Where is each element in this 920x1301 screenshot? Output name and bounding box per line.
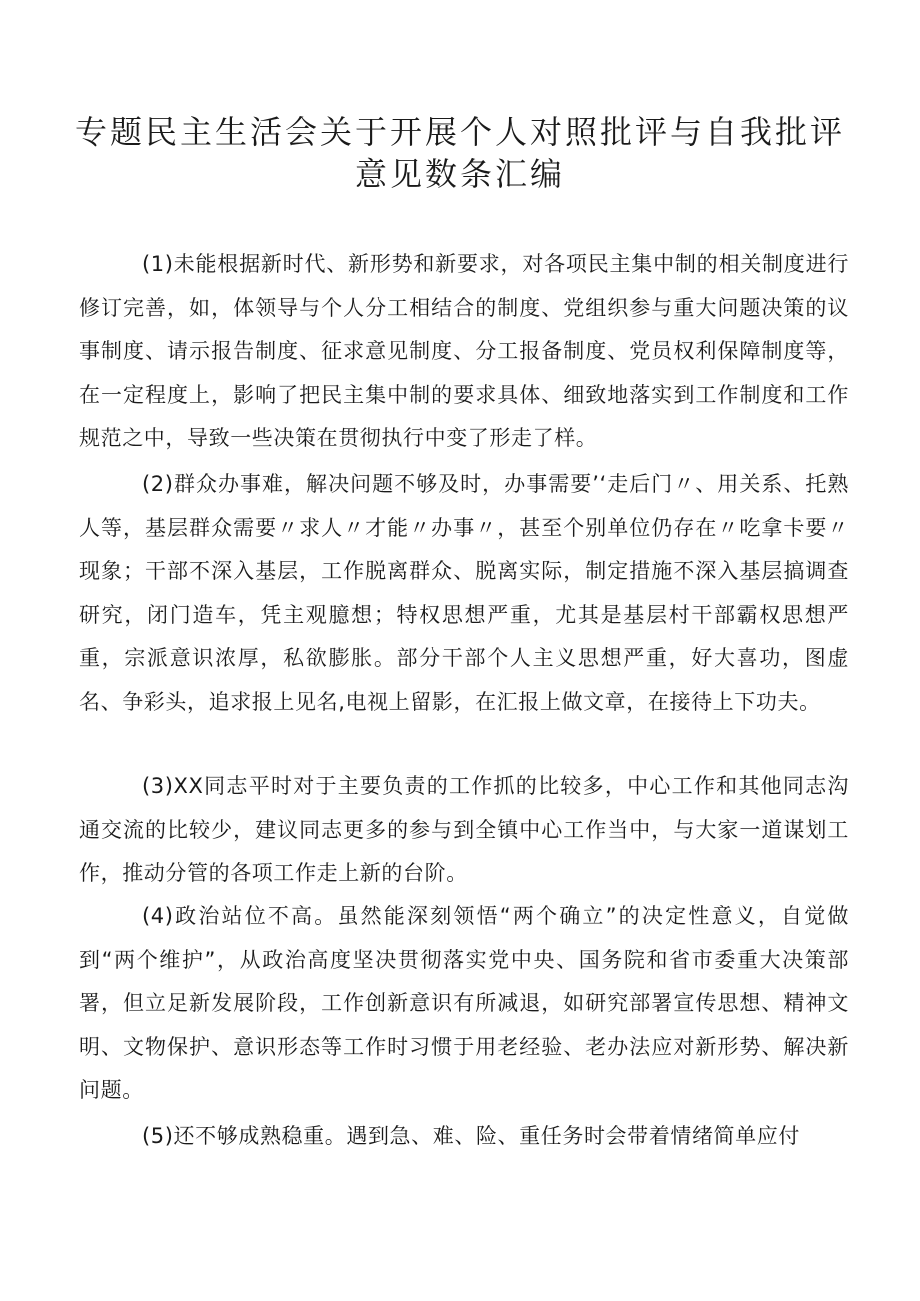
paragraph-2: (2)群众办事难，解决问题不够及时，办事需要’‘走后门〃、用关系、托熟人等，基层群众需要〃求人〃才能〃办事〃，甚至个别单位仍存在〃吃拿卡要〃现象；干部不深入基层，工作脱离群众、脱离实际，制定措施不深入基层搞调查研究，闭门造车，凭主观臆想；特权思想严重，尤其是基层村干部霸权思想严重，宗派意识浓厚，私欲膨胀。部分干部个人主义思想严重，好大喜功，图虚名、争彩头，追求报上见名,电视上留影，在汇报上做文章，在接待上下功夫。 bbox=[79, 472, 849, 714]
paragraph-5: (5)还不够成熟稳重。遇到急、难、险、重任务时会带着情绪简单应付 bbox=[142, 1124, 800, 1148]
document-title-line-2: 意见数条汇编 bbox=[354, 155, 565, 193]
paragraph-1: (1)未能根据新时代、新形势和新要求，对各项民主集中制的相关制度进行修订完善，如，体领导与个人分工相结合的制度、党组织参与重大问题决策的议事制度、请示报告制度、征求意见制度、分工报备制度、党员权利保障制度等，在一定程度上，影响了把民主集中制的要求具体、细致地落实到工作制度和工作规范之中，导致一些决策在贯彻执行中变了形走了样。 bbox=[79, 252, 849, 451]
document-title-line-1: 专题民主生活会关于开展个人对照批评与自我批评 bbox=[74, 113, 845, 151]
paragraph-3: (3)XX同志平时对于主要负责的工作抓的比较多，中心工作和其他同志沟通交流的比较少，建议同志更多的参与到全镇中心工作当中，与大家一道谋划工作，推动分管的各项工作走上新的台阶。 bbox=[79, 774, 849, 886]
paragraph-4: (4)政治站位不高。虽然能深刻领悟“两个确立”的决定性意义，自觉做到“两个维护”，从政治高度坚决贯彻落实党中央、国务院和省市委重大决策部署，但立足新发展阶段，工作创新意识有所减退，如研究部署宣传思想、精神文明、文物保护、意识形态等工作时习惯于用老经验、老办法应对新形势、解决新问题。 bbox=[79, 904, 849, 1103]
